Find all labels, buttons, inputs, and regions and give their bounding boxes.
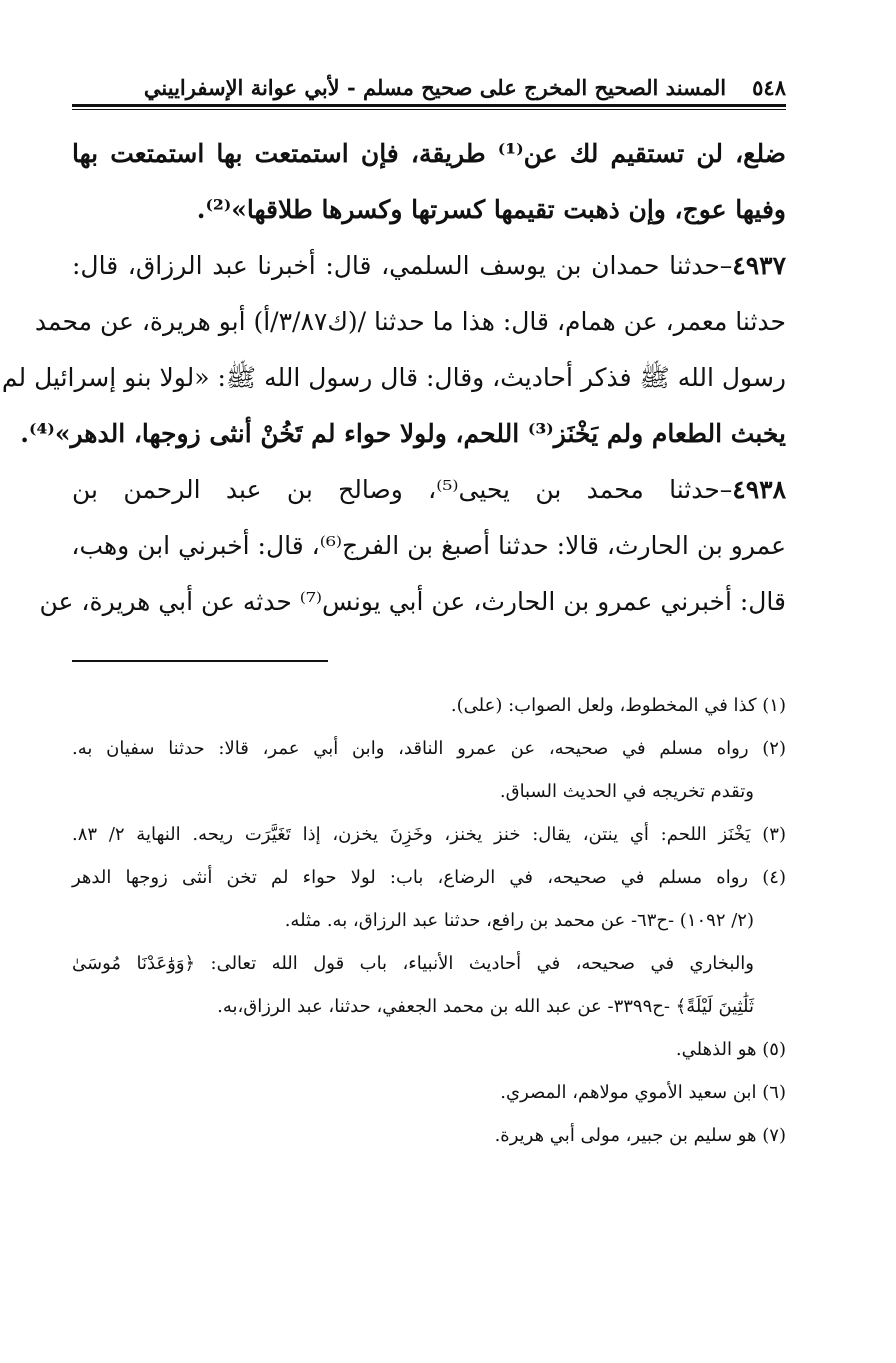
text-line: حدثنا حمدان بن يوسف السلمي، قال: أخبرنا عبد الرزاق، قال: — [72, 251, 720, 280]
running-header — [72, 70, 786, 104]
hadith-number: ٤٩٣٧ — [732, 251, 786, 280]
footnote-continuation: والبخاري في صحيحه، في أحاديث الأنبياء، باب قول الله تعالى: ﴿وَوَٰعَدْنَا مُوسَىٰ — [72, 953, 755, 974]
header-rule-thin — [72, 109, 786, 110]
footnote-continuation: (٢/ ١٠٩٢) -ح٦٣- عن محمد بن رافع، حدثنا عبد الرزاق، به. مثله. — [284, 910, 754, 931]
text-line: حدثنا معمر، عن همام، قال: هذا ما حدثنا /(ك٣/٨٧/أ) أبو هريرة، عن محمد — [34, 307, 786, 336]
hadith-4938-line: ٤٩٣٨–حدثنا محمد بن يحيى⁽⁵⁾، وصالح بن عبد الرحمن بن — [72, 475, 786, 504]
footnotes — [72, 684, 786, 1157]
footnote-separator — [72, 660, 328, 662]
text-line: وفيها عوج، وإن ذهبت تقيمها كسرتها وكسرها طلاقها»⁽²⁾. — [196, 195, 786, 224]
footnote: (٥) هو الذهلي. — [675, 1039, 786, 1060]
footnote: (٤) رواه مسلم في صحيحه، في الرضاع، باب: لولا حواء لم تخن أنثى زوجها الدهر — [72, 867, 786, 888]
text-line: يخبث الطعام ولم يَخْنَز⁽³⁾ اللحم، ولولا حواء لم تَخُنْ أنثى زوجها، الدهر»⁽⁴⁾. — [20, 419, 786, 448]
text-line: حدثنا محمد بن يحيى⁽⁵⁾، وصالح بن عبد الرحمن بن — [72, 475, 720, 504]
text-line: ضلع، لن تستقيم لك عن⁽¹⁾ طريقة، فإن استمتعت بها استمتعت بها — [72, 139, 786, 168]
footnote-continuation: وتقدم تخريجه في الحديث السباق. — [499, 781, 754, 802]
page-number: ٥٤٨ — [752, 74, 786, 100]
header-rule-thick — [72, 104, 786, 107]
footnote: (١) كذا في المخطوط، ولعل الصواب: (على). — [450, 695, 786, 716]
book-title: المسند الصحيح المخرج على صحيح مسلم - لأبي عوانة الإسفراييني — [143, 74, 727, 100]
text-line: رسول الله ﷺ فذكر أحاديث، وقال: قال رسول الله ﷺ: «لولا بنو إسرائيل لم — [1, 363, 786, 392]
hadith-number: ٤٩٣٨ — [732, 475, 786, 504]
footnote: (٦) ابن سعيد الأموي مولاهم، المصري. — [500, 1082, 786, 1103]
footnote: (٢) رواه مسلم في صحيحه، عن عمرو الناقد، وابن أبي عمر، قالا: حدثنا سفيان به. — [72, 738, 786, 759]
hadith-4937-line: ٤٩٣٧–حدثنا حمدان بن يوسف السلمي، قال: أخبرنا عبد الرزاق، قال: — [72, 251, 786, 280]
footnote: (٧) هو سليم بن جبير، مولى أبي هريرة. — [494, 1125, 786, 1146]
footnote: (٣) يَخْنَز اللحم: أي ينتن، يقال: خنز يخنز، وخَزِنَ يخزن، إذا تَغَيَّرَت ريحه. النهاية ٢/ ٨٣. — [72, 824, 786, 845]
footnote-continuation: ثَلَٰثِينَ لَيْلَةً﴾ -ح٣٣٩٩- عن عبد الله بن محمد الجعفي، حدثنا، عبد الرزاق،به. — [217, 996, 754, 1017]
text-line: عمرو بن الحارث، قالا: حدثنا أصبغ بن الفرج⁽⁶⁾، قال: أخبرني ابن وهب، — [71, 531, 786, 560]
text-line: قال: أخبرني عمرو بن الحارث، عن أبي يونس⁽⁷⁾ حدثه عن أبي هريرة، عن — [39, 587, 786, 616]
main-text — [1, 126, 786, 630]
